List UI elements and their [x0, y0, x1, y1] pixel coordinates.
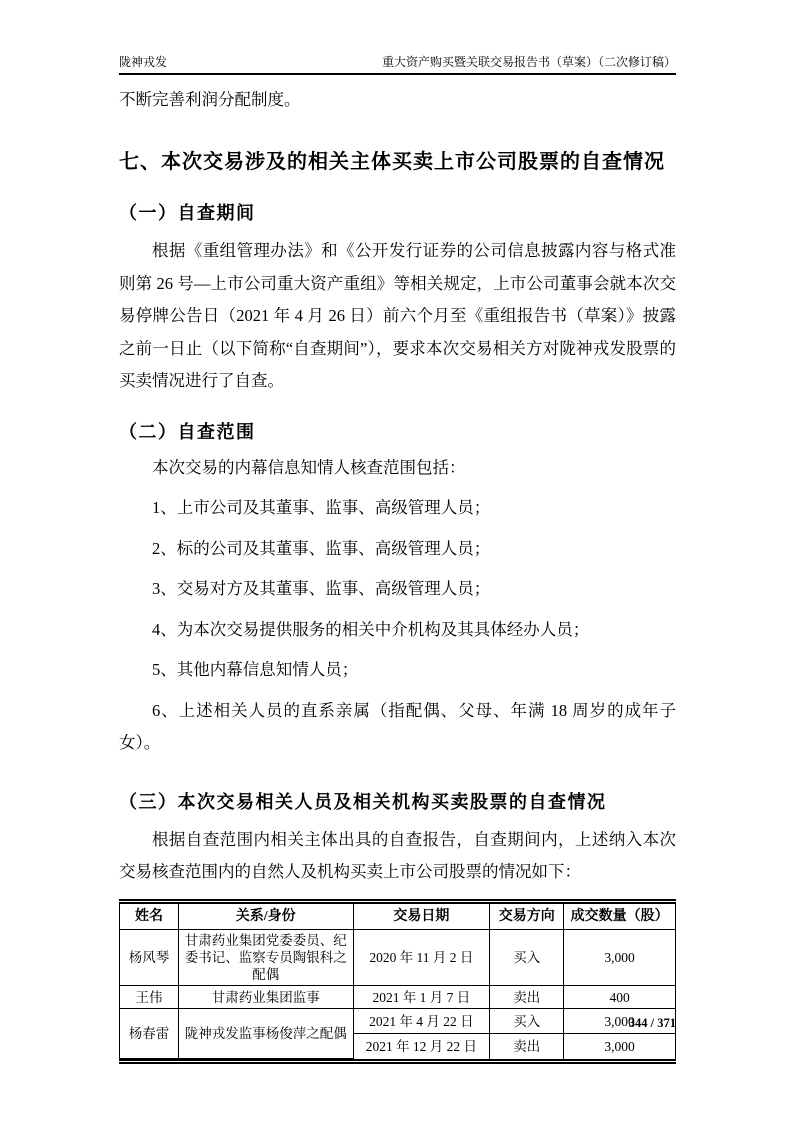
cell-volume: 3,000	[564, 1034, 676, 1059]
table-row	[120, 1009, 676, 1034]
cell-name: 杨风琴	[120, 930, 179, 986]
table-header-row	[120, 904, 676, 930]
column-header-volume: 成交数量（股）	[564, 904, 676, 930]
section-heading-result: （三）本次交易相关人员及相关机构买卖股票的自查情况	[119, 791, 607, 812]
column-header-direction: 交易方向	[490, 904, 564, 930]
period-paragraph: 根据《重组管理办法》和《公开发行证券的公司信息披露内容与格式准则第 26 号—上市公司重大资产重组》等相关规定，上市公司董事会就本次交易停牌公告日（2021 年 4 月 26 日）前六个月至《重组报告书（草案）》披露之前一日止（以下简称“自查期间”），要求本次交易相关方对陇神戎发股票的买卖情况进行了自查。	[119, 241, 676, 390]
stock-trading-table	[119, 904, 676, 1060]
section-heading-period: （一）自查期间	[119, 203, 256, 223]
cell-date: 2020 年 11 月 2 日	[353, 930, 490, 986]
result-paragraph: 根据自查范围内相关主体出具的自查报告，自查期间内，上述纳入本次交易核查范围内的自然人及机构买卖上市公司股票的情况如下：	[119, 829, 676, 881]
scope-lead-paragraph: 本次交易的内幕信息知情人核查范围包括：	[152, 457, 466, 477]
scope-list-item: 6、上述相关人员的直系亲属（指配偶、父母、年满 18 周岁的成年子女）。	[119, 700, 676, 752]
stock-trading-table-wrap	[119, 899, 676, 1065]
cell-name: 杨春雷	[120, 1009, 179, 1059]
scope-list-item: 3、交易对方及其董事、监事、高级管理人员；	[152, 579, 491, 598]
scope-list-item: 5、其他内幕信息知情人员；	[152, 660, 359, 679]
running-header	[119, 0, 676, 75]
scope-list-item: 1、上市公司及其董事、监事、高级管理人员；	[152, 498, 491, 517]
table-row	[120, 930, 676, 986]
page-number: 344 / 371	[628, 1016, 676, 1030]
cell-date: 2021 年 4 月 22 日	[353, 1009, 490, 1034]
cell-direction: 买入	[490, 930, 564, 986]
section-heading-scope: （二）自查范围	[119, 421, 256, 442]
cell-volume: 3,000	[564, 1009, 676, 1034]
column-header-name: 姓名	[120, 904, 179, 930]
column-header-date: 交易日期	[353, 904, 490, 930]
cell-date: 2021 年 12 月 22 日	[353, 1034, 490, 1059]
column-header-relation: 关系/身份	[178, 904, 353, 930]
header-report-title: 重大资产购买暨关联交易报告书（草案）（二次修订稿）	[381, 55, 676, 69]
page-content	[119, 0, 676, 1064]
chapter-heading: 七、本次交易涉及的相关主体买卖上市公司股票的自查情况	[119, 151, 665, 173]
cell-date: 2021 年 1 月 7 日	[353, 986, 490, 1009]
cell-name: 王伟	[120, 986, 179, 1009]
scope-list-item: 4、为本次交易提供服务的相关中介机构及其具体经办人员；	[152, 619, 590, 639]
cell-direction: 买入	[490, 1009, 564, 1034]
cell-direction: 卖出	[490, 986, 564, 1009]
cell-relation: 甘肃药业集团党委委员、纪委书记、监察专员陶银科之配偶	[178, 930, 353, 986]
cell-relation: 甘肃药业集团监事	[178, 986, 353, 1009]
cell-relation: 陇神戎发监事杨俊萍之配偶	[178, 1009, 353, 1059]
carryover-paragraph: 不断完善利润分配制度。	[119, 90, 301, 109]
cell-volume: 400	[564, 986, 676, 1009]
cell-direction: 卖出	[490, 1034, 564, 1059]
scope-list-item: 2、标的公司及其董事、监事、高级管理人员；	[152, 538, 491, 558]
table-row	[120, 986, 676, 1009]
header-company-name: 陇神戎发	[119, 55, 168, 69]
cell-volume: 3,000	[564, 930, 676, 986]
